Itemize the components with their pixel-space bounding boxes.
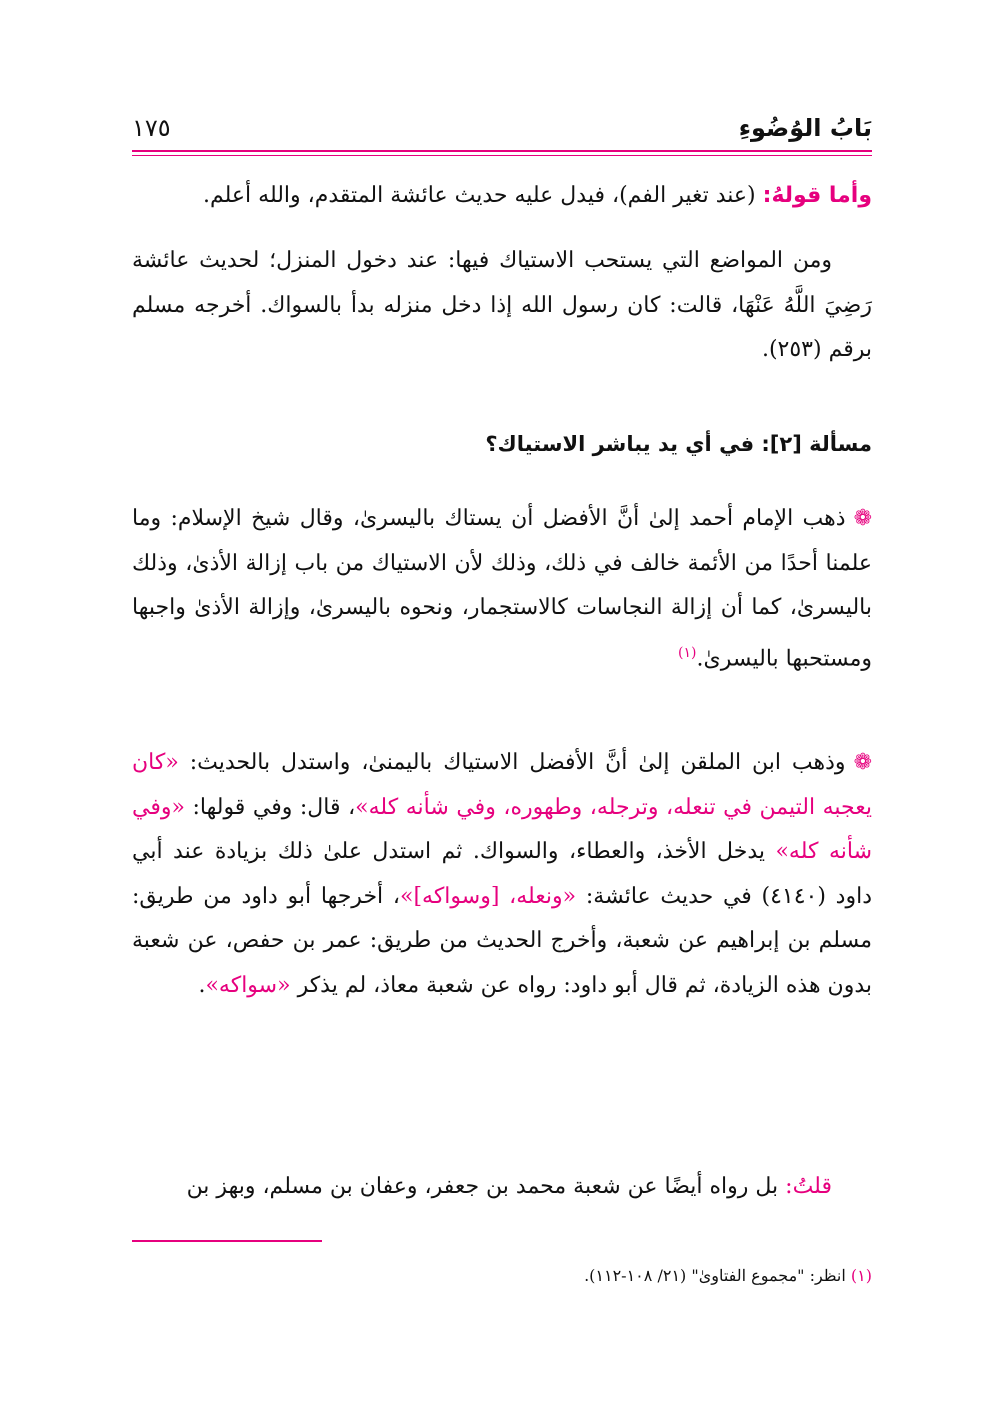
- paragraph-lead: وأما قولهُ:: [762, 183, 872, 208]
- question-heading: [132, 432, 872, 456]
- hadith-quote: «كان يعجبه التيمن في تنعله، وترجله، وطهوره، وفي شأنه كله»: [132, 750, 872, 820]
- header-rule-thin: [132, 155, 872, 156]
- paragraph-text: بل رواه أيضًا عن شعبة محمد بن جعفر، وعفان بن مسلم، وبهز بن: [186, 1174, 786, 1199]
- paragraph-1: [132, 174, 872, 219]
- paragraph-text: ، قال: وفي قولها:: [184, 794, 356, 820]
- footnote-marker: (١): [850, 1266, 872, 1285]
- hadith-quote: «سواكه»: [205, 972, 291, 998]
- paragraph-text: ذهب الإمام أحمد إلىٰ أنَّ الأفضل أن يستاك باليسرىٰ، وقال شيخ الإسلام: وما علمنا أحدًا من الأئمة خالف في ذلك، وذلك لأن الاستياك من باب إزالة الأذىٰ، وذلك باليسرىٰ، كما أن إزالة النجاسات كالاستجمار، ونحوه باليسرىٰ، وإزالة الأذىٰ واجبها ومستحبها باليسرىٰ.: [132, 506, 872, 672]
- hadith-quote: «ونعله، [وسواكه]»: [399, 883, 577, 909]
- paragraph-4: [132, 741, 872, 1009]
- hadith-quote: «وفي شأنه كله»: [132, 794, 873, 865]
- paragraph-text: وذهب ابن الملقن إلىٰ أنَّ الأفضل الاستياك باليمنىٰ، واستدل بالحديث:: [178, 750, 846, 775]
- paragraph-text: .: [198, 972, 206, 998]
- footnote-text: انظر: "مجموع الفتاوىٰ" (٢١/ ١٠٨-١١٢).: [584, 1266, 851, 1285]
- chapter-title: بَابُ الوُضُوءِ: [738, 114, 872, 142]
- footnote-reference[interactable]: (١): [678, 644, 697, 661]
- paragraph-text: ومن المواضع التي يستحب الاستياك فيها: عند دخول المنزل؛ لحديث عائشة رَضِيَ اللَّهُ عَنْهَا، قالت: كان رسول الله إذا دخل منزله بدأ بالسواك. أخرجه مسلم برقم (٢٥٣).: [132, 248, 872, 363]
- question-text: في أي يد يباشر الاستياك؟: [485, 432, 762, 456]
- page-number: ١٧٥: [132, 114, 171, 142]
- paragraph-3: [132, 497, 872, 682]
- footnote: [132, 1266, 872, 1285]
- paragraph-2: [132, 239, 872, 373]
- flower-ornament-icon: ❁: [853, 506, 872, 531]
- flower-ornament-icon: ❁: [853, 750, 872, 775]
- footnote-rule: [132, 1240, 322, 1242]
- header-rule: [132, 150, 872, 152]
- question-label: مسألة [٢]:: [761, 432, 872, 456]
- paragraph-text: ، أخرجها أبو داود من طريق: مسلم بن إبراهيم عن شعبة، وأخرج الحديث من طريق: عمر بن حفص، عن شعبة بدون هذه الزيادة، ثم قال أبو داود: رواه عن شعبة معاذ، لم يذكر: [132, 883, 872, 998]
- paragraph-5: [132, 1165, 872, 1210]
- paragraph-text: يدخل الأخذ، والعطاء، والسواك. ثم استدل علىٰ ذلك بزيادة عند أبي داود (٤١٤٠) في حديث عائشة:: [132, 839, 873, 909]
- paragraph-text: (عند تغير الفم)، فيدل عليه حديث عائشة المتقدم، والله أعلم.: [203, 183, 763, 208]
- paragraph-lead: قلتُ:: [785, 1174, 832, 1199]
